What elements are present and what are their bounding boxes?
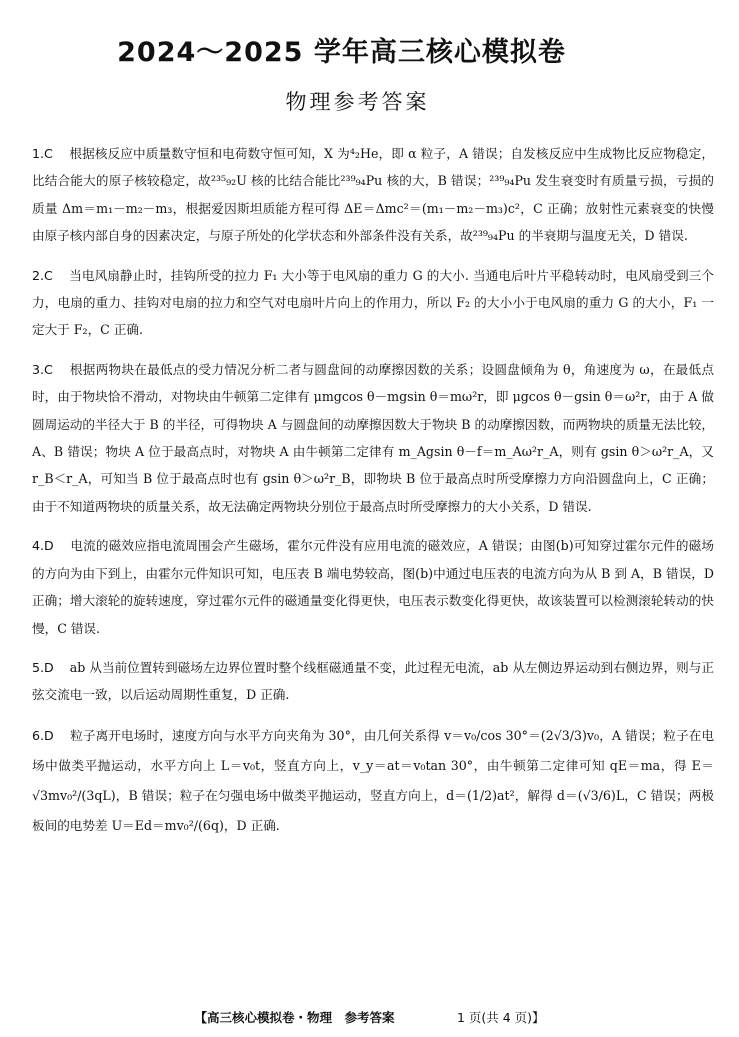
answer-number: 1.C <box>32 146 53 161</box>
page-footer <box>0 1008 739 1026</box>
answer-list <box>32 140 714 853</box>
answer-number: 6.D <box>32 727 54 743</box>
answer-number: 4.D <box>32 538 54 554</box>
answer-item-2 <box>32 262 714 344</box>
page-number: 1 页(共 4 页)】 <box>456 1010 545 1025</box>
answer-explanation: 根据两物块在最低点的受力情况分析二者与圆盘间的动摩擦因数的关系；设圆盘倾角为 θ，角速度为 ω，在最低点时，由于物块恰不滑动，对物块由牛顿第二定律有 μmgcos θ－mgsin θ＝mω²r，即 μgcos θ－gsin θ＝ω²r，由于 A 做圆周运动的半径大于 B 的半径，可得物块 A 与圆盘间的动摩擦因数大于物块 B 的动摩擦因数，而两物块的质量无法比较，A、B 错误；物块 A 位于最高点时，对物块 A 由牛顿第二定律有 m_Agsin θ－f＝m_Aω²r_A，则有 gsin θ＞ω²r_A，又 r_B＜r_A，可知当 B 位于最高点时也有 gsin θ＞ω²r_B，即物块 B 位于最高点时所受摩擦力方向沿圆盘向上，C 正确；由于不知道两物块的质量关系，故无法确定两物块分别位于最高点时所受摩擦力的大小关系，D 错误. <box>32 361 714 514</box>
answer-number: 5.D <box>32 659 54 675</box>
answer-item-1 <box>32 140 714 250</box>
answer-number: 3.C <box>32 361 53 377</box>
answer-item-4 <box>32 532 714 642</box>
answer-explanation: 粒子离开电场时，速度方向与水平方向夹角为 30°，由几何关系得 v＝v₀/cos 30°＝(2√3/3)v₀，A 错误；粒子在电场中做类平抛运动，水平方向上 L＝v₀t，竖直方向上，v_y＝at＝v₀tan 30°，由牛顿第二定律可知 qE＝ma，得 E＝√3mv₀²/(3qL)，B 错误；粒子在匀强电场中做类平抛运动，竖直方向上，d＝(1/2)at²，解得 d＝(√3/6)L，C 错误；两极板间的电势差 U＝Ed＝mv₀²/(6q)，D 正确. <box>32 727 714 833</box>
page-title-text: 2024～2025 学年高三核心模拟卷 <box>117 37 566 68</box>
page-subtitle <box>0 86 739 116</box>
answer-explanation: 电流的磁效应指电流周围会产生磁场，霍尔元件没有应用电流的磁效应，A 错误；由图(b)可知穿过霍尔元件的磁场的方向为由下到上，由霍尔元件知识可知，电压表 B 端电势较高，图(b)中通过电压表的电流方向为从 B 到 A，B 错误，D 正确；增大滚轮的旋转速度，穿过霍尔元件的磁通量变化得更快，电压表示数变化得更快，故该装置可以检测滚轮转动的快慢，C 错误. <box>32 538 714 636</box>
answer-number: 2.C <box>32 267 53 283</box>
footer-label: 【高三核心模拟卷・物理 参考答案 <box>194 1010 395 1025</box>
page-subtitle-text: 物理参考答案 <box>285 90 430 114</box>
answer-explanation: 当电风扇静止时，挂钩所受的拉力 F₁ 大小等于电风扇的重力 G 的大小. 当通电后叶片平稳转动时，电风扇受到三个力，电扇的重力、挂钩对电扇的拉力和空气对电扇叶片向上的作用力，所以 F₂ 的大小小于电风扇的重力 G 的大小，F₁ 一定大于 F₂，C 正确. <box>32 267 714 338</box>
answer-item-5 <box>32 654 714 709</box>
answer-explanation: ab 从当前位置转到磁场左边界位置时整个线框磁通量不变，此过程无电流，ab 从左侧边界运动到右侧边界，则与正弦交流电一致，以后运动周期性重复，D 正确. <box>32 659 714 703</box>
answer-explanation: 根据核反应中质量数守恒和电荷数守恒可知，X 为⁴₂He，即 α 粒子，A 错误；自发核反应中生成物比反应物稳定，比结合能大的原子核较稳定，故²³⁵₉₂U 核的比结合能比²³⁹₉₄Pu 核的大，B 错误；²³⁹₉₄Pu 发生衰变时有质量亏损，亏损的质量 Δm＝m₁－m₂－m₃，根据爱因斯坦质能方程可得 ΔE＝Δmc²＝(m₁－m₂－m₃)c²，C 正确；放射性元素衰变的快慢由原子核内部自身的因素决定，与原子所处的化学状态和外部条件没有关系，故²³⁹₉₄Pu 的半衰期与温度无关，D 错误. <box>32 146 714 244</box>
answer-item-3 <box>32 356 714 520</box>
page-title <box>0 30 739 69</box>
answer-item-6 <box>32 721 714 841</box>
